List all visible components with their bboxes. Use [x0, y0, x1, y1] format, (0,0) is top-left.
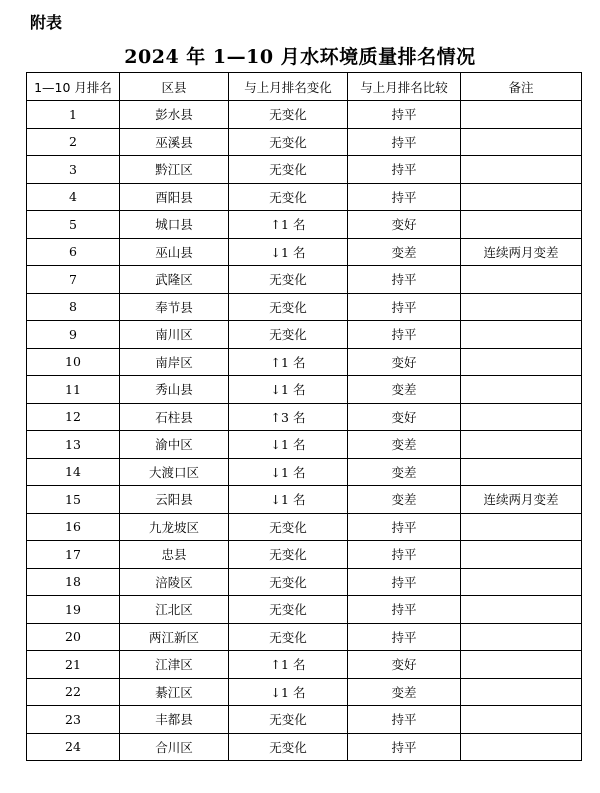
comparison-cell: 变差	[348, 486, 461, 514]
comparison-cell: 持平	[348, 266, 461, 294]
comparison-cell: 变差	[348, 238, 461, 266]
note-cell	[461, 513, 582, 541]
column-header-rank-change: 与上月排名变化	[229, 73, 348, 101]
note-cell	[461, 183, 582, 211]
district-cell: 南岸区	[120, 348, 229, 376]
note-cell	[461, 403, 582, 431]
rank-cell: 8	[27, 293, 120, 321]
comparison-cell: 持平	[348, 293, 461, 321]
table-row	[27, 431, 582, 459]
note-cell	[461, 266, 582, 294]
rank-cell: 6	[27, 238, 120, 266]
comparison-cell: 持平	[348, 156, 461, 184]
note-cell	[461, 596, 582, 624]
table-row	[27, 211, 582, 239]
table-row	[27, 156, 582, 184]
rank-change-cell: 无变化	[229, 568, 348, 596]
rank-change-cell: 无变化	[229, 266, 348, 294]
district-cell: 大渡口区	[120, 458, 229, 486]
note-cell	[461, 431, 582, 459]
rank-change-cell: ↓1 名	[229, 376, 348, 404]
district-cell: 城口县	[120, 211, 229, 239]
district-cell: 渝中区	[120, 431, 229, 459]
comparison-cell: 变好	[348, 651, 461, 679]
district-cell: 巫山县	[120, 238, 229, 266]
comparison-cell: 变好	[348, 348, 461, 376]
rank-cell: 14	[27, 458, 120, 486]
note-cell	[461, 458, 582, 486]
rank-cell: 18	[27, 568, 120, 596]
table-row	[27, 541, 582, 569]
table-row	[27, 128, 582, 156]
comparison-cell: 持平	[348, 101, 461, 129]
rank-change-cell: 无变化	[229, 293, 348, 321]
note-cell	[461, 128, 582, 156]
district-cell: 秀山县	[120, 376, 229, 404]
rank-cell: 10	[27, 348, 120, 376]
rank-change-cell: ↓1 名	[229, 431, 348, 459]
rank-cell: 2	[27, 128, 120, 156]
table-header-row	[27, 73, 582, 101]
table-row	[27, 651, 582, 679]
district-cell: 巫溪县	[120, 128, 229, 156]
comparison-cell: 持平	[348, 596, 461, 624]
rank-change-cell: 无变化	[229, 128, 348, 156]
rank-change-cell: ↓1 名	[229, 458, 348, 486]
table-row	[27, 486, 582, 514]
column-header-note: 备注	[461, 73, 582, 101]
annex-label: 附表	[30, 13, 63, 32]
rank-change-cell: 无变化	[229, 101, 348, 129]
comparison-cell: 持平	[348, 183, 461, 211]
district-cell: 云阳县	[120, 486, 229, 514]
note-cell	[461, 321, 582, 349]
rank-change-cell: ↑1 名	[229, 651, 348, 679]
note-cell	[461, 376, 582, 404]
table-body	[27, 101, 582, 761]
rank-cell: 12	[27, 403, 120, 431]
district-cell: 九龙坡区	[120, 513, 229, 541]
comparison-cell: 变差	[348, 678, 461, 706]
rank-change-cell: 无变化	[229, 706, 348, 734]
note-cell	[461, 156, 582, 184]
district-cell: 武隆区	[120, 266, 229, 294]
rank-cell: 15	[27, 486, 120, 514]
table-row	[27, 623, 582, 651]
table-row	[27, 321, 582, 349]
district-cell: 酉阳县	[120, 183, 229, 211]
rank-change-cell: 无变化	[229, 596, 348, 624]
rank-change-cell: 无变化	[229, 183, 348, 211]
district-cell: 江北区	[120, 596, 229, 624]
note-cell	[461, 623, 582, 651]
district-cell: 江津区	[120, 651, 229, 679]
note-cell	[461, 706, 582, 734]
comparison-cell: 持平	[348, 128, 461, 156]
district-cell: 合川区	[120, 733, 229, 761]
table-row	[27, 238, 582, 266]
rank-cell: 19	[27, 596, 120, 624]
district-cell: 南川区	[120, 321, 229, 349]
table-row	[27, 458, 582, 486]
rank-change-cell: ↓1 名	[229, 486, 348, 514]
comparison-cell: 变差	[348, 431, 461, 459]
rank-cell: 21	[27, 651, 120, 679]
column-header-district: 区县	[120, 73, 229, 101]
district-cell: 丰都县	[120, 706, 229, 734]
table-row	[27, 706, 582, 734]
rank-change-cell: ↑1 名	[229, 211, 348, 239]
table-row	[27, 403, 582, 431]
note-cell	[461, 651, 582, 679]
comparison-cell: 变好	[348, 211, 461, 239]
note-cell	[461, 568, 582, 596]
district-cell: 忠县	[120, 541, 229, 569]
rank-cell: 7	[27, 266, 120, 294]
rank-change-cell: ↑3 名	[229, 403, 348, 431]
table-row	[27, 101, 582, 129]
note-cell	[461, 348, 582, 376]
table-row	[27, 678, 582, 706]
column-header-rank: 1—10 月排名	[27, 73, 120, 101]
rank-cell: 20	[27, 623, 120, 651]
note-cell	[461, 211, 582, 239]
table-row	[27, 568, 582, 596]
comparison-cell: 持平	[348, 568, 461, 596]
rank-change-cell: 无变化	[229, 156, 348, 184]
document-title: 2024 年 1—10 月水环境质量排名情况	[124, 46, 476, 68]
district-cell: 两江新区	[120, 623, 229, 651]
table-row	[27, 513, 582, 541]
note-cell	[461, 541, 582, 569]
rank-change-cell: ↓1 名	[229, 238, 348, 266]
comparison-cell: 持平	[348, 321, 461, 349]
district-cell: 石柱县	[120, 403, 229, 431]
note-cell: 连续两月变差	[461, 486, 582, 514]
note-cell: 连续两月变差	[461, 238, 582, 266]
comparison-cell: 持平	[348, 513, 461, 541]
rank-cell: 5	[27, 211, 120, 239]
note-cell	[461, 733, 582, 761]
rank-cell: 1	[27, 101, 120, 129]
table-row	[27, 348, 582, 376]
rank-change-cell: 无变化	[229, 541, 348, 569]
rank-cell: 16	[27, 513, 120, 541]
comparison-cell: 持平	[348, 733, 461, 761]
comparison-cell: 变好	[348, 403, 461, 431]
rank-cell: 24	[27, 733, 120, 761]
comparison-cell: 持平	[348, 623, 461, 651]
table-row	[27, 376, 582, 404]
comparison-cell: 变差	[348, 376, 461, 404]
note-cell	[461, 101, 582, 129]
rank-cell: 11	[27, 376, 120, 404]
table-row	[27, 183, 582, 211]
table-row	[27, 596, 582, 624]
district-cell: 綦江区	[120, 678, 229, 706]
note-cell	[461, 293, 582, 321]
rank-change-cell: ↓1 名	[229, 678, 348, 706]
comparison-cell: 持平	[348, 706, 461, 734]
table-row	[27, 266, 582, 294]
note-cell	[461, 678, 582, 706]
rank-change-cell: ↑1 名	[229, 348, 348, 376]
rank-cell: 4	[27, 183, 120, 211]
rank-change-cell: 无变化	[229, 623, 348, 651]
comparison-cell: 持平	[348, 541, 461, 569]
district-cell: 黔江区	[120, 156, 229, 184]
rank-change-cell: 无变化	[229, 513, 348, 541]
rank-cell: 13	[27, 431, 120, 459]
rank-cell: 22	[27, 678, 120, 706]
table-row	[27, 293, 582, 321]
ranking-table	[26, 72, 582, 761]
rank-cell: 17	[27, 541, 120, 569]
table-row	[27, 733, 582, 761]
district-cell: 涪陵区	[120, 568, 229, 596]
comparison-cell: 变差	[348, 458, 461, 486]
rank-cell: 9	[27, 321, 120, 349]
rank-cell: 23	[27, 706, 120, 734]
column-header-comparison: 与上月排名比较	[348, 73, 461, 101]
district-cell: 奉节县	[120, 293, 229, 321]
rank-change-cell: 无变化	[229, 321, 348, 349]
rank-cell: 3	[27, 156, 120, 184]
district-cell: 彭水县	[120, 101, 229, 129]
rank-change-cell: 无变化	[229, 733, 348, 761]
